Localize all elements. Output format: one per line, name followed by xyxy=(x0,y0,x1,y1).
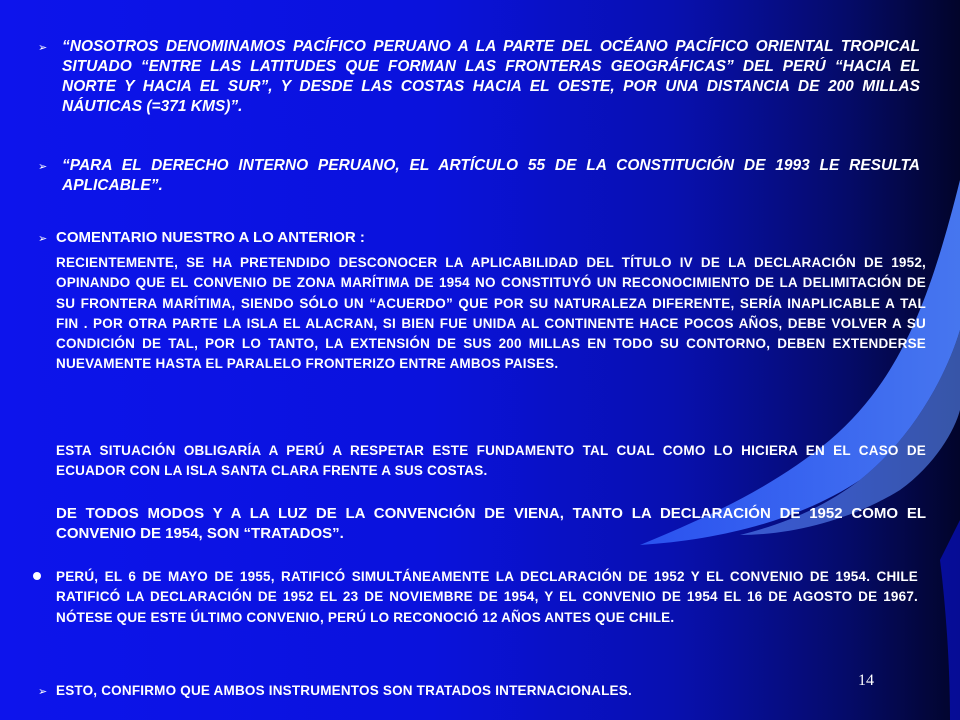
arrow-bullet-icon: ➢ xyxy=(38,161,48,173)
comment-paragraph-convencion-viena: DE TODOS MODOS Y A LA LUZ DE LA CONVENCIÓN DE VIENA, TANTO LA DECLARACIÓN DE 1952 COMO EL CONVENIO DE 1954, SON “TRATADOS”. xyxy=(56,505,926,542)
page-number: 14 xyxy=(858,672,874,689)
dot-bullet-icon xyxy=(33,572,41,580)
comment-paragraph-situacion: ESTA SITUACIÓN OBLIGARÍA A PERÚ A RESPETAR ESTE FUNDAMENTO TAL CUAL COMO LO HICIERA EN EL CASO DE ECUADOR CON LA ISLA SANTA CLARA FRENTE A SUS COSTAS. xyxy=(56,443,926,479)
comment-paragraph-recientemente: RECIENTEMENTE, SE HA PRETENDIDO DESCONOCER LA APLICABILIDAD DEL TÍTULO IV DE LA DECLARACIÓN DE 1952, OPINANDO QUE EL CONVENIO DE ZONA MARÍTIMA DE 1954 NO CONSTITUYÓ UN RECONOCIMIENTO DE LA DELIMITACIÓN DE SU FRONTERA MARÍTIMA, SIENDO SÓLO UN “ACUERDO” QUE POR SU NATURALEZA DIFERENTE, SERÍA INAPLICABLE A TAL FIN . POR OTRA PARTE LA ISLA EL ALACRAN, SI BIEN FUE UNIDA AL CONTINENTE HACE POCOS AÑOS, DEBE VOLVER A SU CONDICIÓN DE TAL, POR LO TANTO, LA EXTENSIÓN DE SUS 200 MILLAS EN TODO SU CONTORNO, DEBEN EXTENDERSE NUEVAMENTE HASTA EL PARALELO FRONTERIZO ENTRE AMBOS PAISES. xyxy=(56,255,926,372)
paragraph-pacifico-peruano: “NOSOTROS DENOMINAMOS PACÍFICO PERUANO A LA PARTE DEL OCÉANO PACÍFICO ORIENTAL TROPICAL SITUADO “ENTRE LAS LATITUDES QUE FORMAN LAS FRONTERAS GEOGRÁFICAS” DEL PERÚ “HACIA EL NORTE Y HACIA EL SUR”, Y DESDE LAS COSTAS HACIA EL OESTE, POR UNA DISTANCIA DE 200 MILLAS NÁUTICAS (=371 KMS)”. xyxy=(62,38,920,115)
paragraph-conclusion: ESTO, CONFIRMO QUE AMBOS INSTRUMENTOS SON TRATADOS INTERNACIONALES. xyxy=(56,683,632,698)
arrow-bullet-icon: ➢ xyxy=(38,233,48,245)
arrow-bullet-icon: ➢ xyxy=(38,42,48,54)
paragraph-derecho-interno: “PARA EL DERECHO INTERNO PERUANO, EL ARTÍCULO 55 DE LA CONSTITUCIÓN DE 1993 LE RESULTA APLICABLE”. xyxy=(62,157,920,194)
comment-heading: COMENTARIO NUESTRO A LO ANTERIOR : xyxy=(56,229,365,246)
paragraph-ratificacion: PERÚ, EL 6 DE MAYO DE 1955, RATIFICÓ SIMULTÁNEAMENTE LA DECLARACIÓN DE 1952 Y EL CONVENIO DE 1954. CHILE RATIFICÓ LA DECLARACIÓN DE 1952 EL 23 DE NOVIEMBRE DE 1954, Y EL CONVENIO DE 1954 EL 16 DE AGOSTO DE 1967. NÓTESE QUE ESTE ÚLTIMO CONVENIO, PERÚ LO RECONOCIÓ 12 AÑOS ANTES QUE CHILE. xyxy=(56,569,918,625)
arrow-bullet-icon: ➢ xyxy=(38,686,48,698)
